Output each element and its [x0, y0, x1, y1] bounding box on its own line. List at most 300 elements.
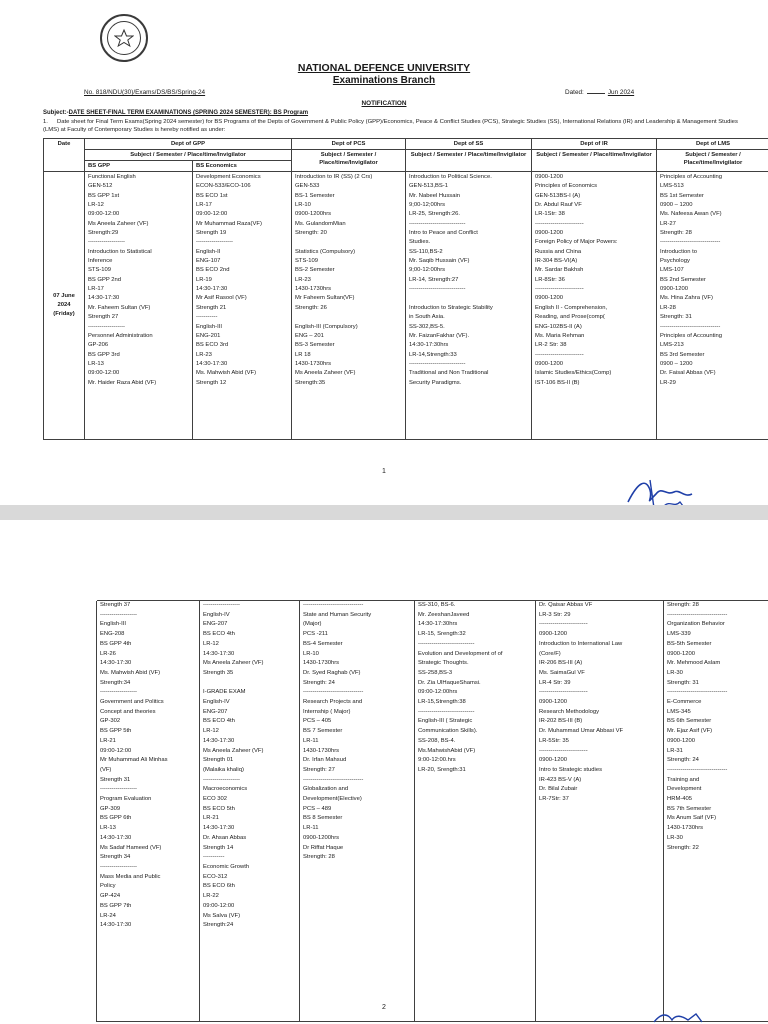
cell-line: LR-12	[88, 202, 104, 209]
paragraph-text: Date sheet for Final Term Exams(Spring 2024 semester) for BS Programs of the Depts of Government & Public Policy (GPP)/Economics, Peace & Conflict Studies (PCS), Strategic Studies (SS), International Relations (IR) and Leadership & Management Studies (LMS) at Faculty of Contemporary Studies is hereby notified as under:	[43, 119, 738, 134]
cell-line: -----------	[196, 314, 218, 321]
ss-sub-header: Subject / Semester / Place/time/Invigilator	[406, 150, 532, 172]
cell-line: LR-11	[303, 737, 319, 744]
cell-line: 1430-1730hrs	[295, 286, 332, 293]
cell-line: Dr. Ahsan Abbas	[203, 834, 247, 841]
exam-day: (Friday)	[53, 311, 75, 317]
cell-line: SS-208, BS-4.	[418, 737, 456, 744]
cell-line: LR-1Str: 38	[535, 211, 565, 218]
cell-line: I-GRADE EXAM	[203, 689, 246, 696]
cell-line: ENG-207	[203, 708, 228, 715]
cell-line: Dr. Abdul Rauf VF	[535, 202, 582, 209]
cell-line: Strength 35	[203, 669, 234, 676]
cell-line: GEN-513BS-I (A)	[535, 192, 581, 199]
pcs-sub-header: Subject / Semester / Place/time/Invigilator	[292, 150, 406, 172]
cell-line: Security Paradigms.	[409, 379, 462, 386]
cell-line: -----------------------------	[418, 640, 475, 647]
cell-line: Strength 34	[100, 854, 131, 861]
cell-line: BS ECO 2nd	[196, 267, 230, 274]
cell-line: 0900-1200hrs	[303, 834, 340, 841]
cell-line: English II - Comprehension,	[535, 304, 608, 311]
date-column-header: Date	[44, 139, 85, 172]
cell-line: Introduction to	[660, 248, 698, 255]
cell-line: Concept and theories	[100, 708, 156, 715]
cell-line: PCS – 405	[303, 718, 332, 725]
cell-line: Ms Sadaf Hameed (VF)	[100, 844, 162, 851]
cell-line: 0900-1200	[667, 737, 695, 744]
cell-line: Ms Aneela Zaheer (VF)	[295, 370, 356, 377]
program-header-bs-economics: BS Economics	[193, 161, 292, 172]
cell-line: 14:30-17:30hrs	[418, 621, 458, 628]
cell-line: 9;00-12:00hrs	[409, 267, 446, 274]
cell-line: Dr. Bilal Zubair	[539, 786, 578, 793]
cell-line: BS GPP 7th	[100, 902, 132, 909]
cell-line: Principles of Accounting	[660, 174, 723, 180]
cell-line: BS GPP 2nd	[88, 276, 122, 283]
cell-line: -------------------------	[535, 220, 584, 227]
cell-economics	[193, 172, 292, 440]
exam-date: 07 June 2024	[53, 293, 75, 308]
date-sheet-table	[43, 138, 768, 440]
cell-line: Ms. Maria Rehman	[535, 332, 585, 339]
cell-line: LR-10	[295, 202, 311, 209]
cell-line: Mr Asif Rasool (VF)	[196, 295, 247, 302]
cell-line: -------------------------	[539, 689, 588, 696]
cell-line: Strength:24	[203, 922, 234, 929]
reference-number: No. 818/NDU(30)/Exams/DS/BS/Spring-24	[84, 89, 206, 96]
cell-line: Strength: 24	[303, 679, 335, 686]
subject-line	[43, 110, 308, 116]
cell-line: LR-10	[303, 650, 319, 657]
cell-line: 14:30-17:30	[196, 360, 228, 367]
cell-line: Dr Riffat Haque	[303, 844, 344, 851]
cell-line: Ms Aneela Zaheer (VF)	[88, 220, 149, 227]
cell-line: Mass Media and Public	[100, 873, 161, 880]
cell-line: (VF)	[100, 766, 112, 773]
cell-line: LR-30	[667, 834, 683, 841]
cell-line: ENG-201	[196, 332, 221, 339]
cell-line: English-III ( Strategic	[418, 718, 473, 725]
cell-line: Strength: 31	[667, 679, 699, 686]
cell-line: ENG – 201	[295, 332, 324, 339]
cell-line: LR-22	[203, 893, 219, 900]
cell-line: Strength:35	[295, 379, 326, 386]
cell-line: Training and	[667, 776, 700, 783]
cell-line: LR-15, Srength:32	[418, 631, 466, 638]
cell-line: 0900 – 1200	[660, 360, 693, 367]
dept-header-ss: Dept of SS	[406, 139, 532, 150]
cell-line: Strength: 20	[295, 230, 327, 237]
cell-line: Mr. ZeeshanJaveed	[418, 611, 470, 618]
cell-line: (Core/F)	[539, 650, 561, 657]
cell-line: 0900-1200	[660, 286, 688, 293]
cell-line	[203, 679, 296, 689]
exam-date-cell	[44, 172, 85, 440]
cell-line: BS ECO 1st	[196, 192, 228, 199]
cell-pcs	[292, 172, 406, 440]
cell-line: -------------------	[100, 863, 137, 870]
cell-line: Mr. Saqib Hussain (VF)	[409, 258, 470, 265]
cell-line: BS-1 Semester	[295, 192, 335, 199]
cell-line: LR-30	[667, 669, 683, 676]
cell-line: LR-17	[88, 286, 104, 293]
cell-line: LMS-339	[667, 631, 691, 638]
cell-line: Studies.	[409, 239, 431, 246]
cell-line: LR-27	[660, 220, 676, 227]
cell-gpp	[85, 172, 193, 440]
cell-line: Ms. SaimaGul VF	[539, 669, 585, 676]
university-title: NATIONAL DEFENCE UNIVERSITY	[297, 62, 471, 74]
dept-header-lms: Dept of LMS	[657, 139, 768, 150]
university-seal-logo	[100, 14, 148, 62]
cell-line: 14:30-17:30	[100, 660, 132, 667]
cell-line: Mr Muhammad Ali Minhas	[100, 757, 168, 764]
cell-line: Development Economics	[196, 174, 261, 180]
cell-line: LMS-213	[660, 342, 684, 349]
cell-line: GEN-513,BS-1	[409, 183, 448, 190]
cell-line: 14:30-17:30	[88, 295, 120, 302]
cell-line: SS-310, BS-6.	[418, 602, 456, 608]
cell-line: LR-25, Strength:26.	[409, 211, 461, 218]
cell-line: 09:00-12:00	[100, 747, 132, 754]
cell-line: Introduction to Strategic Stability	[409, 304, 493, 311]
cell-line: -------------------	[88, 239, 125, 246]
cell-line: Research Methodology	[539, 708, 600, 715]
cell-line: in South Asia.	[409, 314, 445, 321]
cell-line	[295, 313, 402, 322]
dated-label: Dated:	[565, 89, 584, 96]
cell-line: ENG-208	[100, 631, 125, 638]
cell-ir	[532, 172, 657, 440]
cell-line: LR-23	[295, 276, 311, 283]
cell-line: -----------	[203, 854, 225, 861]
notification-heading: NOTIFICATION	[361, 100, 407, 107]
cell-line: 1430-1730hrs	[667, 825, 704, 832]
cell-line: SS-302,BS-5.	[409, 323, 445, 330]
cell-line: -----------------------------	[409, 286, 466, 293]
cell-line: LR-29	[660, 379, 676, 386]
cell-line: Ms Anum Saif (VF)	[667, 815, 717, 822]
cell-line: -------------------	[88, 323, 125, 330]
cell-line: -------------------------	[539, 621, 588, 628]
cell-line: Ms.MahwishAbid (VF)	[418, 747, 476, 754]
cell-line: BS 1st Semester	[660, 192, 704, 199]
cell-line: 0900-1200	[535, 174, 563, 180]
cell-line: Strength:29	[88, 230, 119, 237]
cell-line: Strength: 24	[667, 757, 699, 764]
cell-line: 09:00-12:00	[196, 211, 228, 218]
cell-line: BS GPP 5th	[100, 728, 132, 735]
cell-line: LR-8Str: 36	[535, 276, 565, 283]
cell-line: LR-26	[100, 650, 116, 657]
cell-line: -----------------------------	[409, 220, 466, 227]
branch-title: Examinations Branch	[332, 75, 436, 86]
cell-line: 0900 – 1200	[660, 202, 693, 209]
cell-line: 9:00-12:00.hrs	[418, 757, 456, 764]
cell-line: LR-21	[203, 815, 219, 822]
cell-line: BS 2nd Semester	[660, 276, 706, 283]
cell-line: Dr. Qaisar Abbas VF	[539, 602, 593, 608]
cell-line: Strength 27	[88, 314, 119, 321]
cell-line: Strength: 22	[667, 844, 699, 851]
cell-line: STS-109	[88, 267, 112, 274]
cell-line: Dr. Zia UlHaqueShamsi.	[418, 679, 481, 686]
cell-line: Introduction to IR (SS) (2 Crs)	[295, 174, 373, 180]
cell-line: -------------------------------	[303, 776, 364, 783]
cell-line: Evolution and Development of of	[418, 650, 503, 657]
cell-line: English-IV	[203, 699, 230, 706]
cell-line: -------------------	[203, 602, 240, 608]
cell-line: LR-13	[100, 825, 116, 832]
cell-line: Principles of Economics	[535, 183, 598, 190]
cell-line: SS-258,BS-3	[418, 669, 453, 676]
cell-line: Internship ( Major)	[303, 708, 351, 715]
cell-line: Strength 01	[203, 757, 234, 764]
cell-line: SS-110,BS-2	[409, 248, 443, 255]
dated-day-signature	[587, 93, 605, 94]
cell-line: 14:30-17:30	[203, 825, 235, 832]
cell-line: 14:30-17:30	[203, 737, 235, 744]
cell-line: Introduction to Statistical	[88, 248, 152, 255]
cell-line: Mr. Faheem Sultan (VF)	[88, 304, 151, 311]
cell-line: LMS-345	[667, 708, 691, 715]
cell-line: GP-302	[100, 718, 121, 725]
cell-line: Mr. FaizanFakhar (VF).	[409, 332, 470, 339]
cell-line: ENG-102BS-II (A)	[535, 323, 582, 330]
cell-line: -------------------------------	[303, 602, 364, 608]
cell-line: Intro to Peace and Conflict	[409, 230, 478, 237]
cell-line: Introduction to International Law	[539, 640, 623, 647]
cell-line: Strategic Thoughts.	[418, 660, 469, 667]
cell-line: 0900-1200	[539, 631, 567, 638]
cell-line: -------------------------	[535, 286, 584, 293]
cell-line: Globalization and	[303, 786, 349, 793]
cell-line: -------------------	[100, 689, 137, 696]
cell-line: Organization Behavior	[667, 621, 725, 628]
cell-line: Government and Politics	[100, 699, 164, 706]
cell-line: English-III	[196, 323, 222, 330]
document-page-2	[0, 520, 768, 1024]
cell-line: LR-2 Str: 38	[535, 342, 567, 349]
cell-line: 1430-1730hrs	[303, 660, 340, 667]
cell-line: LR-13	[88, 360, 104, 367]
cell-line: 0900-1200	[535, 295, 563, 302]
dept-header-ir: Dept of IR	[532, 139, 657, 150]
cell-line: Ms Salva (VF)	[203, 912, 241, 919]
cell-line: Inference	[88, 258, 113, 265]
cell-line: Mr. Sardar Bakhsh	[535, 267, 584, 274]
cell-line: Strength: 27	[303, 766, 335, 773]
cell-line: ENG-207	[203, 621, 228, 628]
cell-line: Principles of Accounting	[660, 332, 723, 339]
cell-line: LR-5Str: 35	[539, 737, 569, 744]
cell-line: BS 3rd Semester	[660, 351, 705, 358]
cell-line: Strength:34	[100, 679, 131, 686]
cell-line: State and Human Security	[303, 611, 372, 618]
cell-lms-continued	[664, 601, 768, 1021]
cell-line: Development	[667, 786, 702, 793]
date-sheet-table-continued	[96, 600, 768, 1022]
cell-line: Personnel Administration	[88, 332, 153, 339]
handwritten-signature	[620, 472, 698, 505]
cell-line: Macroeconomics	[203, 786, 248, 793]
cell-line: BS GPP 3rd	[88, 351, 120, 358]
cell-line: LR-14,Strength:33	[409, 351, 457, 358]
cell-line: Strength 12	[196, 379, 227, 386]
subject-label: Subject:-	[43, 110, 69, 116]
cell-line: BS-4 Semester	[303, 640, 343, 647]
cell-line: BS ECO 6th	[203, 883, 235, 890]
cell-line: 0900-1200	[667, 650, 695, 657]
cell-line: LR-4 Str: 39	[539, 679, 571, 686]
cell-line: LR 18	[295, 351, 311, 358]
cell-line: HRM-405	[667, 796, 693, 803]
cell-line: English-II	[196, 248, 221, 255]
cell-gpp-continued	[97, 601, 200, 1021]
cell-line: GP-206	[88, 342, 109, 349]
cell-line: Ms. Nafeesa Awan (VF)	[660, 211, 722, 218]
cell-line: LR-14, Strength:27	[409, 276, 459, 283]
cell-line: LR-23	[196, 351, 212, 358]
cell-line: PCS – 489	[303, 805, 332, 812]
cell-line: LR-12	[203, 640, 219, 647]
cell-line: -----------------------------	[409, 360, 466, 367]
cell-line: Dr. Muhammad Umar Abbasi VF	[539, 728, 624, 735]
cell-line: 9;00-12;00hrs	[409, 202, 446, 209]
cell-line: Islamic Studies/Ethics(Comp)	[535, 370, 612, 377]
cell-line: 14:30-17:30hrs	[409, 342, 449, 349]
cell-line: GEN-533	[295, 183, 320, 190]
cell-line: BS-5th Semester	[667, 640, 712, 647]
cell-line: LR-21	[100, 737, 116, 744]
cell-line: English-III	[100, 621, 126, 628]
cell-line: LR-28	[660, 304, 676, 311]
document-page-1	[0, 0, 768, 505]
cell-line: LR-20, Srength:31	[418, 766, 466, 773]
cell-line: Dr. Faisal Abbas (VF)	[660, 370, 716, 377]
cell-lms	[657, 172, 768, 440]
cell-line	[409, 294, 528, 303]
cell-line: -------------------------	[535, 351, 584, 358]
cell-line: 09:00-12:00	[203, 902, 235, 909]
cell-line: Mr Faheem Sultan(VF)	[295, 295, 355, 302]
cell-line: Dr. Syed Raghab (VF)	[303, 669, 361, 676]
cell-line: Mr. Nabeel Hussain	[409, 192, 460, 199]
cell-line: Ms. Mahwish Abid (VF)	[196, 370, 257, 377]
cell-line: 1430-1730hrs	[295, 360, 332, 367]
cell-line: 14:30-17:30	[196, 286, 228, 293]
cell-line: BS ECO 4th	[203, 631, 235, 638]
cell-line: BS GPP 1st	[88, 192, 120, 199]
cell-line: 14:30-17:30	[203, 650, 235, 657]
cell-line: Functional English	[88, 174, 136, 180]
cell-line: Ms. GulandomMian	[295, 220, 346, 227]
cell-line: Traditional and Non Traditional	[409, 370, 489, 377]
cell-line: 0900-1200	[535, 230, 563, 237]
cell-line: -------------------	[196, 239, 233, 246]
cell-line: LR-15,Strength:38	[418, 699, 466, 706]
subject-text: DATE SHEET-FINAL TERM EXAMINATIONS (SPRING 2024 SEMESTER): BS Program	[68, 110, 309, 116]
cell-line: BS 7th Semester	[667, 805, 712, 812]
cell-line: ECO-312	[203, 873, 228, 880]
cell-line: LR-17	[196, 202, 212, 209]
cell-line: Strength 21	[196, 304, 227, 311]
cell-line: -------------------------------	[667, 766, 728, 773]
cell-economics-continued	[200, 601, 300, 1021]
cell-line: Strength 37	[100, 602, 131, 608]
cell-line: GP-309	[100, 805, 121, 812]
cell-line: LR-31	[667, 747, 683, 754]
cell-line: PCS -211	[303, 631, 328, 638]
page-number-1: 1	[382, 468, 386, 475]
cell-line: Ms Aneela Zaheer (VF)	[203, 660, 264, 667]
cell-line: Ms Aneela Zaheer (VF)	[203, 747, 264, 754]
cell-line: Strength: 28	[660, 230, 692, 237]
cell-line: -------------------	[203, 776, 240, 783]
cell-line: BS 7 Semester	[303, 728, 343, 735]
cell-line: Strength: 26	[295, 304, 327, 311]
cell-line: -------------------------------	[667, 689, 728, 696]
cell-line: ENG-107	[196, 258, 221, 265]
cell-line: STS-109	[295, 258, 319, 265]
dated-line	[565, 89, 634, 96]
cell-line: LMS-513	[660, 183, 684, 190]
cell-line: IR-206 BS-III (A)	[539, 660, 583, 667]
notification-paragraph	[43, 118, 743, 135]
cell-line: English-III (Compulsory)	[295, 323, 358, 330]
paragraph-number: 1.	[43, 119, 48, 125]
ir-sub-header: Subject / Semester / Place/time/Invigilator	[532, 150, 657, 172]
cell-line: Intro to Strategic studies	[539, 766, 603, 773]
cell-line: Mr Muhammad Raza(VF)	[196, 220, 262, 227]
cell-line: -------------------	[100, 786, 137, 793]
cell-line: IST-106 BS-II (B)	[535, 379, 580, 386]
cell-line: ECON-533/ECO-106	[196, 183, 251, 190]
cell-line: Strength: 31	[660, 314, 692, 321]
cell-line: Strength: 28	[303, 854, 335, 861]
cell-line: BS-3 Semester	[295, 342, 335, 349]
cell-line: Foreign Policy of Major Powers:	[535, 239, 618, 246]
cell-line: LR-19	[196, 276, 212, 283]
cell-ir-continued	[536, 601, 664, 1021]
cell-line: Economic Growth	[203, 863, 250, 870]
cell-line: Mr. Mehmood Aslam	[667, 660, 721, 667]
cell-line: Reading, and Prose(comp(	[535, 314, 605, 321]
cell-line: Ms. Mahwish Abid (VF)	[100, 669, 161, 676]
cell-line: 09:00-12:00	[88, 370, 120, 377]
cell-line: GEN-512	[88, 183, 113, 190]
cell-line: Strength 19	[196, 230, 227, 237]
cell-line: BS GPP 6th	[100, 815, 132, 822]
cell-line: 14:30-17:30	[100, 922, 132, 929]
cell-line: E-Commerce	[667, 699, 702, 706]
cell-line: LR-12	[203, 728, 219, 735]
cell-ss	[406, 172, 532, 440]
cell-line: 0900-1200hrs	[295, 211, 332, 218]
program-header-bs-gpp: BS GPP	[85, 161, 193, 172]
cell-line: Research Projects and	[303, 699, 363, 706]
cell-line: Program Evaluation	[100, 796, 152, 803]
cell-line: Development(Elective)	[303, 796, 362, 803]
cell-line: Statistics (Compulsory)	[295, 248, 356, 255]
cell-line: IR-304 BS-VI(A)	[535, 258, 578, 265]
dept-header-gpp: Dept of GPP	[85, 139, 292, 150]
emblem-icon	[114, 28, 134, 48]
cell-line: IR-423 BS-V (A)	[539, 776, 582, 783]
cell-line: BS ECO 3rd	[196, 342, 229, 349]
cell-line: Ms. Hina Zahra (VF)	[660, 295, 713, 302]
cell-line: BS ECO 5th	[203, 805, 235, 812]
